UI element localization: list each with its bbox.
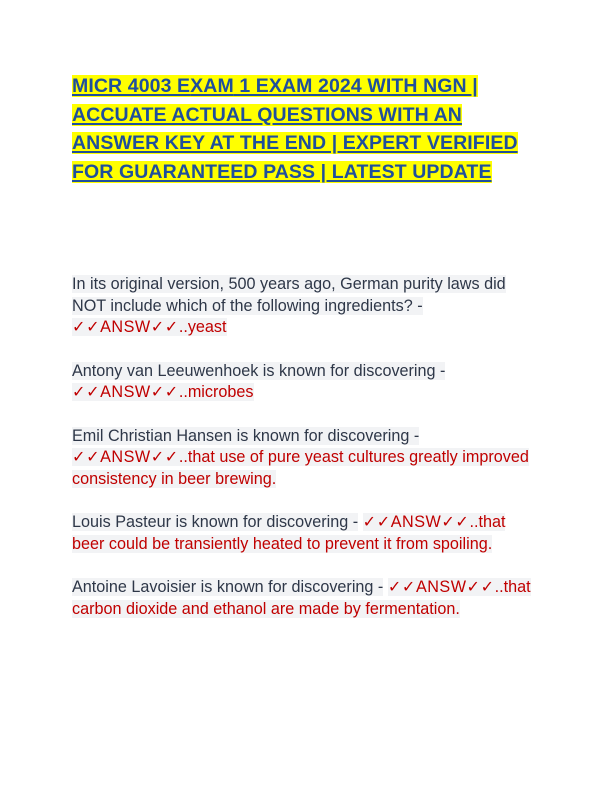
- answer-marker: ✓✓ANSW✓✓: [362, 513, 470, 531]
- answer-text: [72, 383, 254, 401]
- qa-item: [72, 577, 534, 620]
- qa-item: [72, 361, 534, 404]
- title-part-2-small-caps: XAM: [190, 75, 234, 97]
- answer-marker: ✓✓ANSW✓✓: [387, 578, 495, 596]
- answer-text: [72, 318, 227, 336]
- question-text: Antony van Leeuwenhoek is known for discovering -: [72, 361, 446, 380]
- answer-value: ..that use of pure yeast cultures greatly improved consistency in beer brewing.: [72, 448, 529, 488]
- qa-list: [72, 274, 534, 642]
- answer-value: ..microbes: [178, 383, 254, 401]
- question-text: In its original version, 500 years ago, German purity laws did NOT include which of the following ingredients? -: [72, 275, 506, 315]
- answer-value: ..that beer could be transiently heated to prevent it from spoiling.: [72, 513, 506, 553]
- question-text: Emil Christian Hansen is known for discovering -: [72, 426, 420, 445]
- title-part-1: MICR 4003 E: [72, 75, 191, 97]
- qa-item: [72, 512, 534, 555]
- question-text: Louis Pasteur is known for discovering -: [72, 513, 359, 531]
- answer-marker: ✓✓ANSW✓✓: [72, 383, 179, 401]
- title-part-3: 1 EXAM 2024 WITH NGN | ACCUATE ACTUAL QUESTIONS WITH AN ANSWER KEY AT THE END | EXPERT VERIFIED FOR GUARANTEED PASS | LATEST UPDATE: [72, 75, 518, 183]
- title-highlight: [72, 75, 518, 183]
- answer-value: ..that carbon dioxide and ethanol are made by fermentation.: [72, 578, 531, 618]
- answer-text: [72, 448, 529, 488]
- answer-value: ..yeast: [178, 318, 227, 336]
- question-text: Antoine Lavoisier is known for discovering -: [72, 578, 384, 596]
- document-title: [72, 72, 542, 186]
- qa-item: [72, 274, 534, 339]
- answer-marker: ✓✓ANSW✓✓: [72, 448, 179, 466]
- answer-marker: ✓✓ANSW✓✓: [72, 318, 179, 336]
- qa-item: [72, 426, 534, 491]
